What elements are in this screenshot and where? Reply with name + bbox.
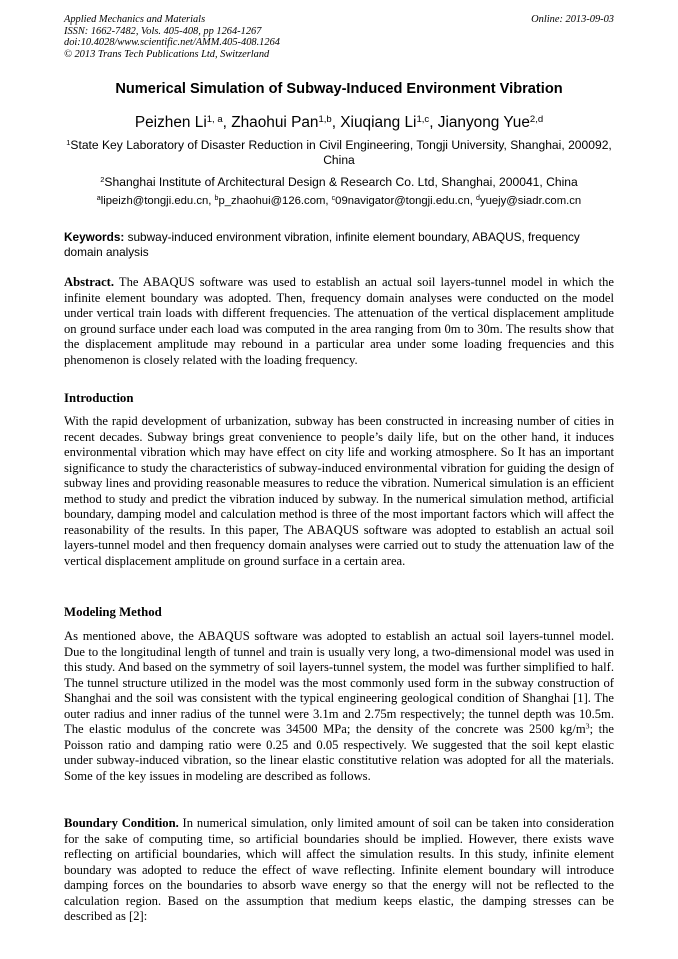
affiliation-text: Shanghai Institute of Architectural Design & Research Co. Ltd, Shanghai, 200041, China bbox=[104, 175, 578, 189]
author-separator: , bbox=[222, 114, 232, 131]
affiliation-text: State Key Laboratory of Disaster Reduction in Civil Engineering, Tongji University, Shanghai, 200092, China bbox=[70, 138, 612, 168]
journal-doi: doi:10.4028/www.scientific.net/AMM.405-408.1264 bbox=[64, 37, 280, 49]
modeling-text-part-1: As mentioned above, the ABAQUS software was adopted to establish an actual soil layers-tunnel model. Due to the longitudinal length of tunnel and train is usually very long, a two-dimensional model was used in this study. And based on the symmetry of soil layers-tunnel system, the model was further simplified to half. The tunnel structure utilized in the model was the most commonly used form in the subway construction of Shanghai and the soil was consistent with the typical engineering geological condition of Shanghai [1]. The outer radius and inner radius of the tunnel were 3.1m and 2.75m respectively; the tunnel depth was 10.5m. The elastic modulus of the concrete was 34500 MPa; the density of the concrete was 2500 kg/m bbox=[64, 629, 614, 736]
author-name: Xiuqiang Li bbox=[340, 114, 417, 131]
keywords-label: Keywords: bbox=[64, 230, 125, 244]
author-name: Zhaohui Pan bbox=[231, 114, 319, 131]
email-mark: a bbox=[96, 195, 101, 203]
affiliation-1 bbox=[64, 138, 614, 169]
section-heading-introduction: Introduction bbox=[64, 391, 134, 405]
boundary-condition-text: In numerical simulation, only limited amount of soil can be taken into consideration for the sake of computing time, so artificial boundaries should be implied. However, there exists wave reflecting on artificial boundaries, which will affect the simulation results. In this study, infinite element boundary was adopted to reduce the effect of wave reflecting. Infinite element boundary will introduce damping forces on the boundaries to absorb wave energy so that the energy will not be reflected to the calculation region. Based on the assumption that medium keeps elastic, the damping stresses can be described as [2]: bbox=[64, 816, 614, 923]
author-name: Jianyong Yue bbox=[437, 114, 530, 131]
affiliation-mark: 1 bbox=[66, 137, 71, 147]
introduction-paragraph: With the rapid development of urbanization, subway has been constructed in increasing number of cities in recent decades. Subway brings great convenience to people’s daily life, but on the other hand, it induces environmental vibration which may have effect on city life and working atmosphere. So It has an important significance to study the characteristics of subway-induced environmental vibration for guiding the design of subway lines and providing reasonable measures to reduce the vibration. Numerical simulation is an efficient method to study and predict the vibration induced by subway. In the numerical simulation method, artificial boundary, damping model and calculation method is three of the most important factors which will affect the reasonability of the results. In this paper, The ABAQUS software was adopted to establish an actual soil layers-tunnel model and then frequency domain analyses were carried out to study the attenuation law of the vertical displacement amplitude on ground surface in a certain area. bbox=[64, 414, 614, 568]
author-affiliation-mark: 1,b bbox=[318, 113, 332, 125]
paper-title: Numerical Simulation of Subway-Induced Environment Vibration bbox=[115, 81, 563, 97]
email-address: 09navigator@tongji.edu.cn bbox=[335, 195, 470, 207]
email-address: p_zhaohui@126.com bbox=[218, 195, 326, 207]
affiliation-mark: 2 bbox=[100, 174, 105, 184]
email-separator: , bbox=[325, 195, 332, 207]
author-separator: , bbox=[331, 114, 341, 131]
email-address: lipeizh@tongji.edu.cn bbox=[100, 195, 209, 207]
author-affiliation-mark: 1, a bbox=[206, 113, 223, 125]
author-affiliation-mark: 2,d bbox=[529, 113, 544, 125]
abstract-label: Abstract. bbox=[64, 275, 115, 289]
section-heading-modeling-method: Modeling Method bbox=[64, 605, 162, 619]
author-separator: , bbox=[429, 114, 438, 131]
email-mark: b bbox=[214, 195, 219, 203]
online-date: Online: 2013-09-03 bbox=[531, 14, 614, 25]
boundary-condition-paragraph bbox=[64, 816, 614, 925]
journal-copyright: © 2013 Trans Tech Publications Ltd, Switzerland bbox=[64, 48, 270, 60]
modeling-paragraph bbox=[64, 629, 614, 784]
email-mark: d bbox=[476, 195, 480, 203]
journal-issn: ISSN: 1662-7482, Vols. 405-408, pp 1264-1267 bbox=[64, 25, 262, 37]
author-affiliation-mark: 1,c bbox=[416, 113, 430, 125]
boundary-condition-label: Boundary Condition. bbox=[64, 816, 179, 830]
affiliation-2 bbox=[64, 175, 614, 190]
unit-exponent: 3 bbox=[585, 721, 590, 731]
email-separator: , bbox=[469, 195, 477, 207]
keywords-text: subway-induced environment vibration, infinite element boundary, ABAQUS, frequency domain analysis bbox=[64, 230, 580, 260]
email-separator: , bbox=[208, 195, 215, 207]
abstract-text: The ABAQUS software was used to establish an actual soil layers-tunnel model in which the infinite element boundary was adopted. Then, frequency domain analyses were conducted on the model under vertical train loads with different frequencies. The attenuation of the vertical displacement amplitude on ground surface under each load was computed in the area ranging from 0m to 30m. The results show that the displacement amplitude may rebound in a particular area under some loading frequencies and this phenomenon is closely related with the loading frequency. bbox=[64, 275, 614, 367]
journal-name: Applied Mechanics and Materials bbox=[64, 14, 206, 25]
modeling-text-part-2: ; the Poisson ratio and damping ratio were 0.25 and 0.05 respectively. We suggested that the soil kept elastic under subway-induced vibration, so the linear elastic constitutive relation was adopted for all the materials. Some of the key issues in modeling are described as follows. bbox=[64, 722, 614, 783]
email-mark: c bbox=[331, 195, 336, 203]
email-address: yuejy@siadr.com.cn bbox=[479, 195, 582, 207]
journal-header bbox=[64, 14, 614, 60]
keywords bbox=[64, 230, 614, 260]
author-emails bbox=[40, 194, 638, 209]
author-name: Peizhen Li bbox=[134, 114, 207, 131]
abstract bbox=[64, 275, 614, 368]
author-list bbox=[40, 113, 638, 133]
